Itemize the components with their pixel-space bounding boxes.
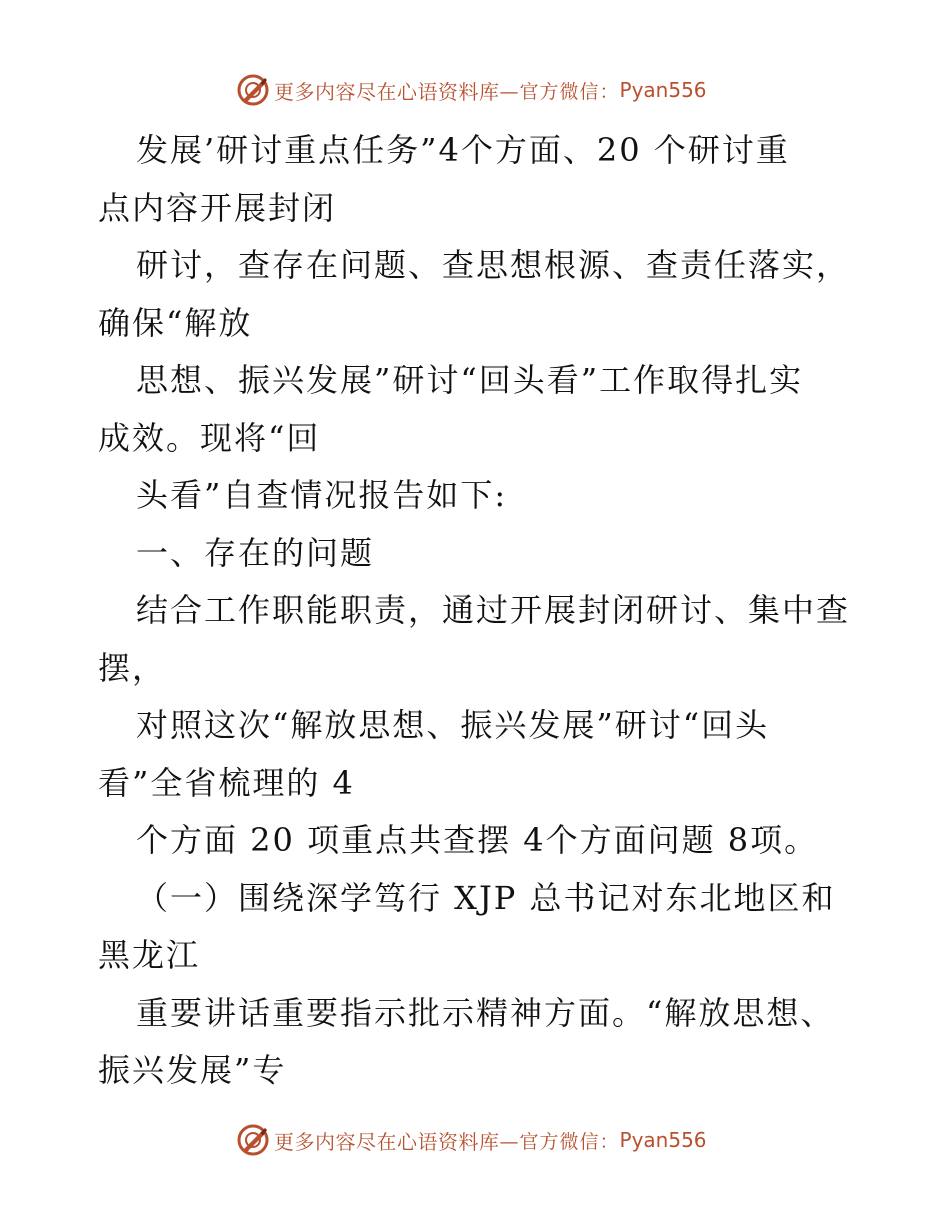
watermark-sub-text: —官方微信： — [499, 80, 620, 103]
body-line: 发展’研讨重点任务”4个方面、20 个研讨重 — [136, 131, 790, 169]
footer-watermark — [236, 1123, 707, 1157]
body-line: 成效。现将“回 — [98, 418, 321, 457]
body-line: 研讨，查存在问题、查思想根源、查责任落实， — [136, 246, 851, 284]
section-heading: 一、存在的问题 — [136, 533, 375, 572]
body-line: 看”全省梳理的 4 — [98, 763, 355, 802]
watermark-account-text: Pyan556 — [619, 1128, 707, 1152]
header-watermark — [236, 73, 707, 107]
watermark-main-text: 更多内容尽在心语资料库 — [274, 1129, 500, 1154]
body-line: 点内容开展封闭 — [98, 188, 337, 227]
body-line: 确保“解放 — [98, 303, 253, 342]
body-line: 对照这次“解放思想、振兴发展”研讨“回头 — [136, 706, 770, 744]
body-line: 重要讲话重要指示批示精神方面。“解放思想、 — [136, 993, 835, 1032]
subsection-heading: （一）围绕深学笃行 XJP 总书记对东北地区和 — [136, 878, 836, 917]
body-line: 摆， — [98, 648, 167, 687]
body-line: 振兴发展”专 — [98, 1051, 287, 1089]
body-line: 结合工作职能职责，通过开展封闭研讨、集中查 — [136, 591, 851, 629]
pen-logo-icon — [236, 73, 270, 107]
body-line: 个方面 20 项重点共查摆 4个方面问题 8项。 — [136, 821, 819, 859]
document-body — [98, 122, 878, 1100]
watermark-sub-text: —官方微信： — [499, 1130, 620, 1153]
watermark-account-text: Pyan556 — [619, 78, 707, 102]
body-line: 思想、振兴发展”研讨“回头看”工作取得扎实 — [136, 361, 804, 399]
pen-logo-icon — [236, 1123, 270, 1157]
watermark-main-text: 更多内容尽在心语资料库 — [274, 79, 500, 104]
body-line: 头看”自查情况报告如下: — [136, 476, 508, 514]
body-line: 黑龙江 — [98, 936, 201, 974]
